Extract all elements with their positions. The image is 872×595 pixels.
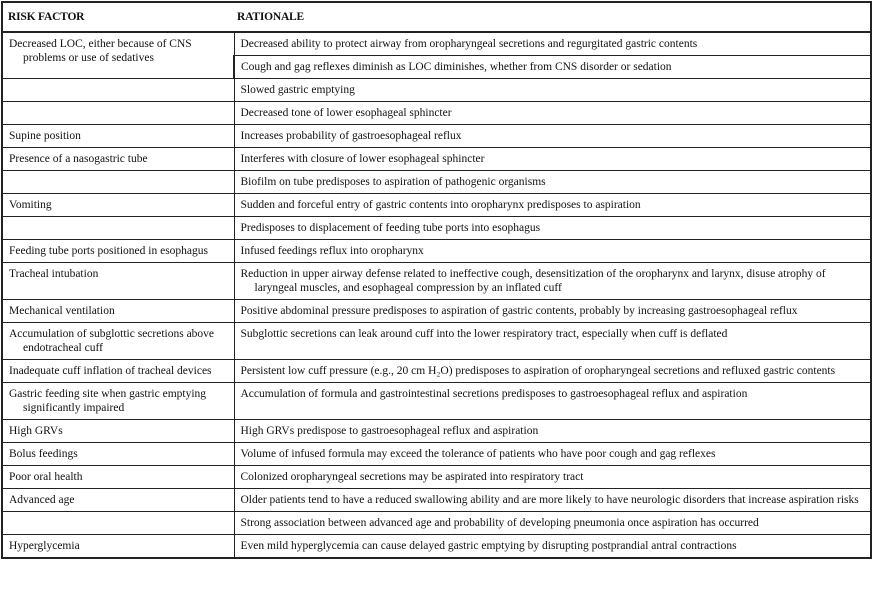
risk-factor-cell bbox=[2, 263, 234, 300]
risk-factor-cell bbox=[2, 535, 234, 559]
rationale-text: Slowed gastric emptying bbox=[240, 84, 355, 96]
rationale-text: Decreased ability to protect airway from oropharyngeal secretions and regurgitated gastric contents bbox=[240, 38, 698, 50]
table-row bbox=[2, 194, 871, 217]
risk-factor-text: High GRVs bbox=[9, 425, 63, 437]
risk-factor-cell bbox=[2, 240, 234, 263]
risk-factor-cell bbox=[2, 383, 234, 420]
rationale-text: Decreased tone of lower esophageal sphincter bbox=[240, 107, 452, 119]
table-row bbox=[2, 148, 871, 171]
rationale-cell bbox=[234, 300, 871, 323]
risk-factor-text: Advanced age bbox=[9, 494, 75, 506]
risk-factor-text: Supine position bbox=[9, 130, 81, 142]
risk-factors-table bbox=[1, 1, 872, 559]
table-row bbox=[2, 217, 871, 240]
risk-factor-text: Feeding tube ports positioned in esophagus bbox=[9, 245, 208, 257]
risk-factor-cell bbox=[2, 323, 234, 360]
risk-factor-cell bbox=[2, 194, 234, 217]
table-row bbox=[2, 466, 871, 489]
risk-factor-text: Inadequate cuff inflation of tracheal devices bbox=[9, 365, 212, 377]
risk-factor-text: Presence of a nasogastric tube bbox=[9, 153, 148, 165]
risk-factor-cell bbox=[2, 300, 234, 323]
rationale-text: Persistent low cuff pressure (e.g., 20 cm H₂O) predisposes to aspiration of oropharyngeal secretions and refluxed gastric contents bbox=[240, 365, 836, 377]
table-row bbox=[2, 263, 871, 300]
risk-factor-cell bbox=[2, 148, 234, 171]
risk-factor-cell bbox=[2, 443, 234, 466]
rationale-cell bbox=[234, 79, 871, 102]
rationale-cell bbox=[234, 263, 871, 300]
rationale-cell bbox=[234, 171, 871, 194]
rationale-cell bbox=[234, 323, 871, 360]
rationale-text: High GRVs predispose to gastroesophageal reflux and aspiration bbox=[240, 425, 539, 437]
table-row bbox=[2, 125, 871, 148]
table-row bbox=[2, 171, 871, 194]
rationale-text: Infused feedings reflux into oropharynx bbox=[240, 245, 424, 257]
rationale-cell bbox=[234, 383, 871, 420]
table-row bbox=[2, 420, 871, 443]
rationale-text: Positive abdominal pressure predisposes to aspiration of gastric contents, probably by increasing gastroesophageal reflux bbox=[240, 305, 798, 317]
rationale-text: Colonized oropharyngeal secretions may be aspirated into respiratory tract bbox=[240, 471, 584, 483]
rationale-cell bbox=[234, 443, 871, 466]
risk-factor-cell bbox=[2, 102, 234, 125]
rationale-text: Sudden and forceful entry of gastric contents into oropharynx predisposes to aspiration bbox=[240, 199, 641, 211]
rationale-text: Increases probability of gastroesophageal reflux bbox=[240, 130, 462, 142]
risk-factor-cell bbox=[2, 171, 234, 194]
risk-factor-cell bbox=[2, 489, 234, 512]
rationale-cell bbox=[234, 535, 871, 559]
rationale-cell bbox=[234, 194, 871, 217]
table-row bbox=[2, 32, 871, 56]
rationale-text: Older patients tend to have a reduced swallowing ability and are more likely to have neurologic disorders that increase aspiration risks bbox=[240, 494, 859, 506]
table-row bbox=[2, 360, 871, 383]
table-row bbox=[2, 323, 871, 360]
table-row bbox=[2, 535, 871, 559]
risk-factor-text: Mechanical ventilation bbox=[9, 305, 115, 317]
risk-factor-cell bbox=[2, 217, 234, 240]
table-row bbox=[2, 300, 871, 323]
rationale-text: Predisposes to displacement of feeding tube ports into esophagus bbox=[240, 222, 541, 234]
rationale-cell bbox=[234, 512, 871, 535]
rationale-cell bbox=[234, 489, 871, 512]
risk-factor-text: Decreased LOC, either because of CNS problems or use of sedatives bbox=[9, 38, 192, 64]
risk-factor-cell bbox=[2, 360, 234, 383]
rationale-text: Cough and gag reflexes diminish as LOC diminishes, whether from CNS disorder or sedation bbox=[241, 61, 672, 73]
table-row bbox=[2, 489, 871, 512]
rationale-cell bbox=[234, 56, 871, 79]
risk-factor-text: Bolus feedings bbox=[9, 448, 78, 460]
risk-factor-cell bbox=[2, 79, 234, 102]
risk-factor-cell bbox=[2, 466, 234, 489]
rationale-text: Even mild hyperglycemia can cause delayed gastric emptying by disrupting postprandial antral contractions bbox=[240, 540, 737, 552]
risk-factor-text: Hyperglycemia bbox=[9, 540, 80, 552]
table-row bbox=[2, 383, 871, 420]
rationale-text: Volume of infused formula may exceed the tolerance of patients who have poor cough and gag reflexes bbox=[240, 448, 716, 460]
table-row bbox=[2, 240, 871, 263]
rationale-cell bbox=[234, 148, 871, 171]
rationale-text: Interferes with closure of lower esophageal sphincter bbox=[240, 153, 485, 165]
rationale-cell bbox=[234, 32, 871, 56]
risk-factor-text: Gastric feeding site when gastric emptying significantly impaired bbox=[9, 388, 207, 414]
table-row bbox=[2, 102, 871, 125]
table-row bbox=[2, 512, 871, 535]
rationale-cell bbox=[234, 125, 871, 148]
rationale-cell bbox=[234, 466, 871, 489]
risk-factor-text: Poor oral health bbox=[9, 471, 83, 483]
risk-factor-cell bbox=[2, 420, 234, 443]
rationale-text: Strong association between advanced age and probability of developing pneumonia once aspiration has occurred bbox=[240, 517, 759, 529]
rationale-cell bbox=[234, 102, 871, 125]
risk-factor-cell bbox=[2, 125, 234, 148]
risk-factor-text: Accumulation of subglottic secretions above endotracheal cuff bbox=[9, 328, 215, 354]
rationale-cell bbox=[234, 217, 871, 240]
rationale-text: Subglottic secretions can leak around cuff into the lower respiratory tract, especially when cuff is deflated bbox=[240, 328, 728, 340]
rationale-cell bbox=[234, 240, 871, 263]
rationale-text: Reduction in upper airway defense related to ineffective cough, desensitization of the oropharynx and larynx, disuse atrophy of laryngeal muscles, and esophageal compression by an inflated cuff bbox=[240, 268, 826, 294]
header-rationale: RATIONALE bbox=[234, 2, 871, 32]
rationale-text: Accumulation of formula and gastrointestinal secretions predisposes to gastroesophageal reflux and aspiration bbox=[240, 388, 748, 400]
rationale-cell bbox=[234, 360, 871, 383]
risk-factor-text: Tracheal intubation bbox=[9, 268, 99, 280]
rationale-cell bbox=[234, 420, 871, 443]
risk-factor-cell bbox=[2, 32, 234, 79]
header-risk-factor: RISK FACTOR bbox=[2, 2, 234, 32]
table-header-row bbox=[2, 2, 871, 32]
table-row bbox=[2, 443, 871, 466]
rationale-text: Biofilm on tube predisposes to aspiration of pathogenic organisms bbox=[240, 176, 546, 188]
table-row bbox=[2, 79, 871, 102]
risk-factor-cell bbox=[2, 512, 234, 535]
risk-factor-text: Vomiting bbox=[9, 199, 52, 211]
